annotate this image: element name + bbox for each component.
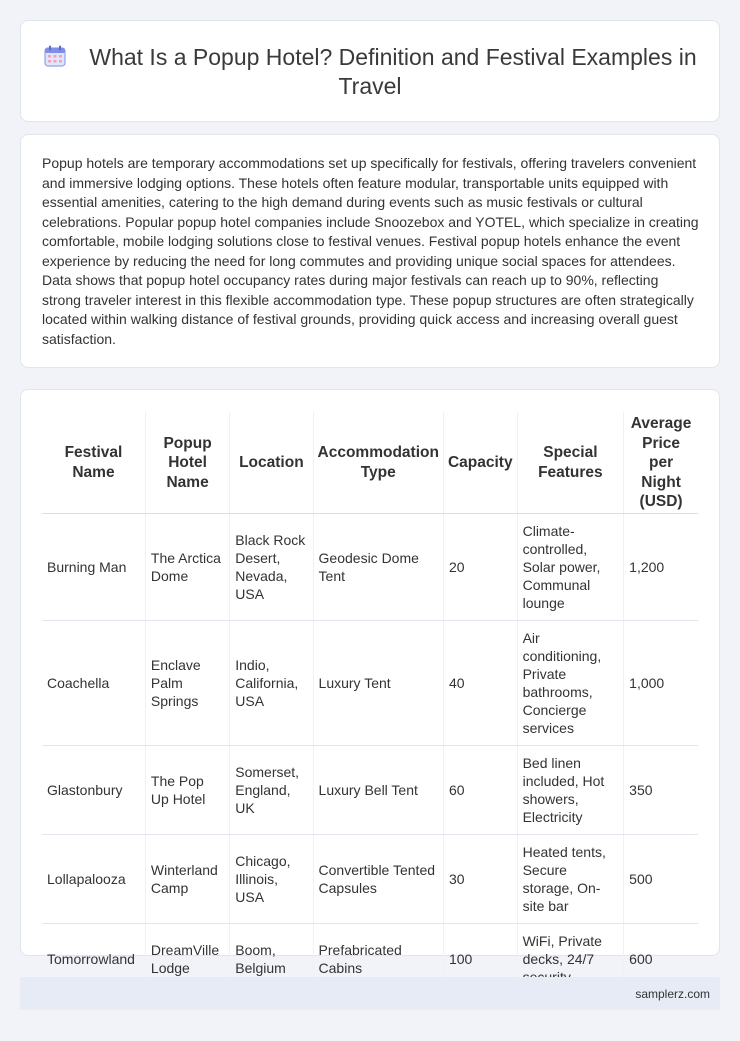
table-row: [42, 620, 698, 745]
title-text: What Is a Popup Hotel? Definition and Festival Examples in Travel: [89, 44, 697, 99]
col-header-type: Accommodation Type: [313, 412, 443, 513]
table-row: [42, 745, 698, 834]
intro-paragraph: Popup hotels are temporary accommodations set up specifically for festivals, offering travelers convenient and immersive lodging options. These hotels often feature modular, transportable units equipped with essential amenities, catering to the high demand during events such as music festivals or cultural celebrations. Popular popup hotel companies include Snoozebox and YOTEL, which specialize in creating comfortable, mobile lodging solutions close to festival venues. Festival popup hotels enhance the event experience by reducing the need for long commutes and providing unique social spaces for attendees. Data shows that popup hotel occupancy rates during major festivals can reach up to 90%, reflecting strong traveler interest in this flexible accommodation type. These popup structures are often strategically located within walking distance of festival grounds, providing quick access and increasing overall guest satisfaction.: [42, 155, 699, 347]
intro-card: [20, 134, 720, 368]
cell-features: WiFi, Private decks, 24/7: [517, 923, 624, 994]
cell-features: Bed linen included, Hot showers, Electricity: [517, 745, 624, 834]
cell-capacity: 40: [443, 620, 517, 745]
cell-capacity: 60: [443, 745, 517, 834]
cell-location: Boom, Belgium: [230, 923, 313, 994]
cell-price: 350: [624, 745, 698, 834]
table-header-row: [42, 412, 698, 513]
col-header-features: Special Features: [517, 412, 624, 513]
festival-hotels-table: [42, 412, 698, 995]
cell-location: Somerset, England, UK: [230, 745, 313, 834]
cell-festival: Tomorrowland: [42, 923, 145, 994]
cell-hotel: DreamVille Lodge: [145, 923, 229, 994]
cell-hotel: The Pop Up Hotel: [145, 745, 229, 834]
cell-location: Chicago, Illinois, USA: [230, 834, 313, 923]
col-header-capacity: Capacity: [443, 412, 517, 513]
cell-festival: Lollapalooza: [42, 834, 145, 923]
cell-price: 500: [624, 834, 698, 923]
cell-price: 1,200: [624, 513, 698, 620]
col-header-hotel: Popup Hotel Name: [145, 412, 229, 513]
table-row: [42, 513, 698, 620]
cell-location: Black Rock Desert, Nevada, USA: [230, 513, 313, 620]
footer-bar: [20, 977, 720, 1010]
title-card: [20, 20, 720, 122]
cell-location: Indio, California, USA: [230, 620, 313, 745]
cell-hotel: Enclave Palm Springs: [145, 620, 229, 745]
table-card: [20, 389, 720, 976]
col-header-price: Average Price per Night (USD): [624, 412, 698, 513]
cell-type: Luxury Tent: [313, 620, 443, 745]
cell-festival: Burning Man: [42, 513, 145, 620]
cell-features: Air conditioning, Private bathrooms, Concierge services: [517, 620, 624, 745]
calendar-icon: [43, 44, 67, 68]
page-title: [21, 43, 719, 101]
cell-festival: Coachella: [42, 620, 145, 745]
cell-type: Convertible Tented Capsules: [313, 834, 443, 923]
cell-type: Geodesic Dome Tent: [313, 513, 443, 620]
cell-price: 1,000: [624, 620, 698, 745]
cell-capacity: 20: [443, 513, 517, 620]
table-row: [42, 834, 698, 923]
cell-features: Heated tents, Secure storage, On-site bar: [517, 834, 624, 923]
col-header-festival: Festival Name: [42, 412, 145, 513]
col-header-location: Location: [230, 412, 313, 513]
cell-price: 600: [624, 923, 698, 994]
cell-capacity: 100: [443, 923, 517, 994]
cell-hotel: Winterland Camp: [145, 834, 229, 923]
cell-festival: Glastonbury: [42, 745, 145, 834]
cell-features: Climate-controlled, Solar power, Communal lounge: [517, 513, 624, 620]
cell-type: Luxury Bell Tent: [313, 745, 443, 834]
cell-capacity: 30: [443, 834, 517, 923]
cell-type: Prefabricated Cabins: [313, 923, 443, 994]
cell-hotel: The Arctica Dome: [145, 513, 229, 620]
footer-brand-link[interactable]: samplerz.com: [635, 987, 710, 1001]
